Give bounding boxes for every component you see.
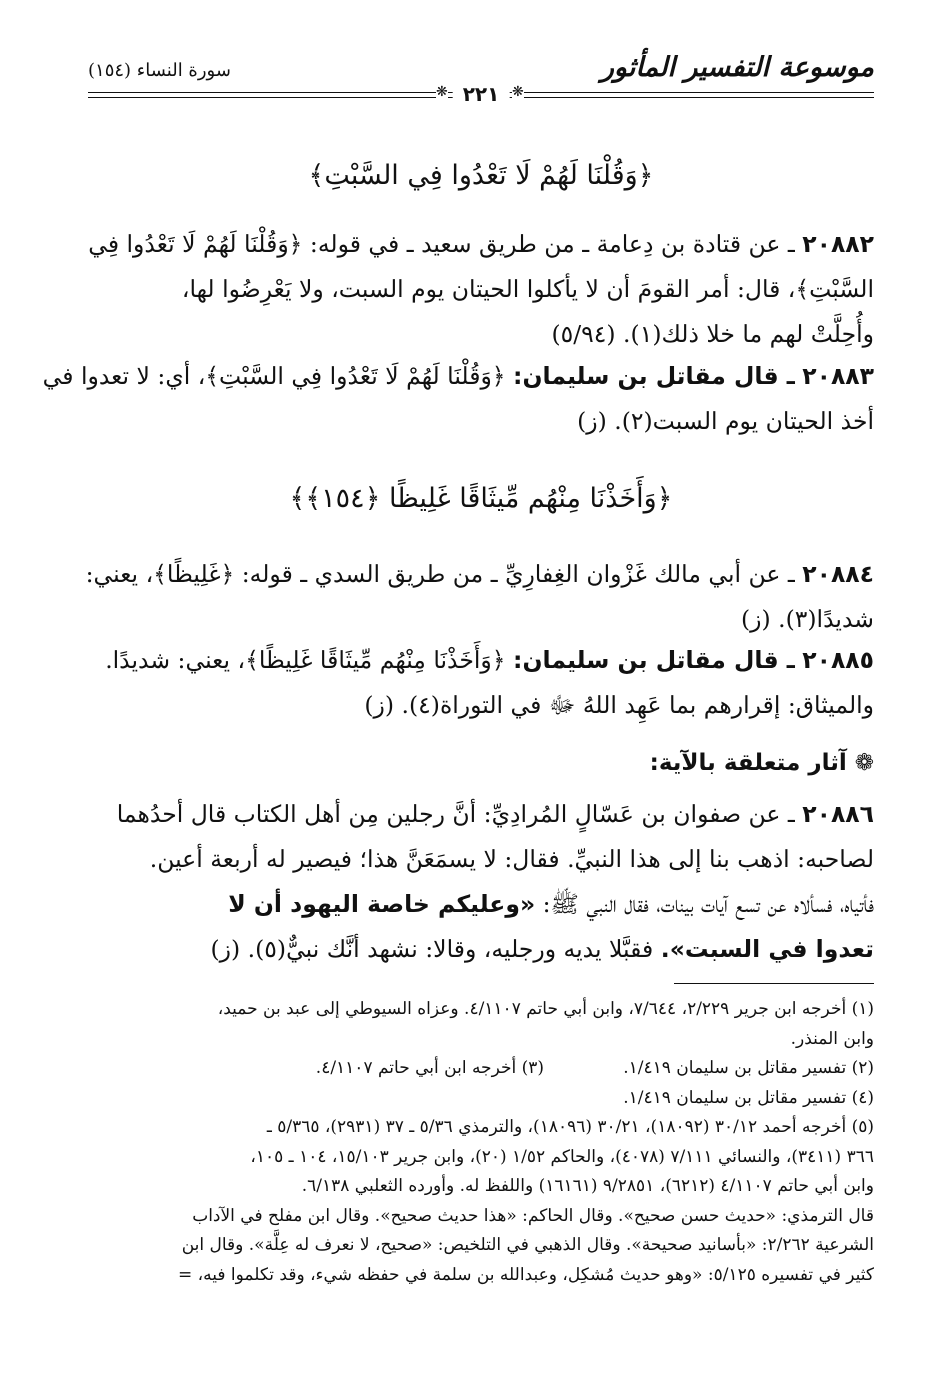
narration-text: ـ عن قتادة بن دِعامة ـ من طريق سعيد ـ في قوله: ﴿وَقُلْنَا لَهُمْ لَا تَعْدُوا فِي (88, 230, 795, 258)
narrator: ـ قال مقاتل بن سليمان: (513, 362, 795, 390)
ornament-left-icon: ❋ (436, 84, 448, 100)
narration-number: ٢٠٨٨٣ (802, 362, 874, 390)
narration-text: ـ عن أبي مالك غَزْوان الغِفارِيِّ ـ من طريق السدي ـ قوله: ﴿غَلِيظًا﴾، يعني: (85, 560, 795, 588)
book-title: موسوعة التفسير المأثور (600, 52, 874, 83)
narration-text: لصاحبه: اذهب بنا إلى هذا النبيِّ. فقال: لا يسمَعَنَّ هذا؛ فيصير له أربعة أعين. (149, 845, 874, 873)
footnotes (80, 995, 874, 1290)
narration-20884 (85, 552, 874, 642)
footnote-5-cont: ٣٦٦ (٣٤١١)، والنسائي ٧/١١١ (٤٠٧٨)، والحاكم ١/٥٢ (٢٠)، وابن جرير ١٥/١٠٣، ١٠٤ ـ ١٠٥، (250, 1146, 874, 1167)
narration-20885 (88, 638, 874, 728)
narration-20883 (42, 354, 874, 444)
narrator: ـ قال مقاتل بن سليمان: (513, 646, 795, 674)
narration-number: ٢٠٨٨٤ (802, 560, 874, 588)
hadith-quote: تعدوا في السبت». (660, 935, 874, 963)
narration-number: ٢٠٨٨٦ (802, 800, 874, 828)
quran-verse-heading: ﴿وَأَخَذْنَا مِنْهُم مِّيثَاقًا غَلِيظًا ﴿١٥٤﴾﴾ (289, 483, 673, 514)
narration-number: ٢٠٨٨٥ (802, 646, 874, 674)
footnote-1-cont: وابن المنذر. (790, 1028, 874, 1049)
narration-text: أخذ الحيتان يوم السبت(٢). (ز) (577, 407, 874, 435)
footnote-1: (١) أخرجه ابن جرير ٢/٢٢٩، ٧/٦٤٤، وابن أبي حاتم ٤/١١٠٧. وعزاه السيوطي إلى عبد بن حميد، (217, 999, 874, 1019)
narration-text: ـ عن صفوان بن عَسّالٍ المُرادِيِّ: أنَّ رجلين مِن أهل الكتاب قال أحدُهما (116, 800, 795, 828)
narration-text: السَّبْتِ﴾، قال: أمر القومَ أن لا يأكلوا الحيتان يوم السبت، ولا يَعْرِضُوا لها، (181, 275, 874, 303)
narration-text: ﴿وَأَخَذْنَا مِنْهُم مِّيثَاقًا غَلِيظًا﴾، يعني: شديدًا. (105, 646, 506, 674)
narration-text: والميثاق: إقرارهم بما عَهِد اللهُ ﷻ في التوراة(٤). (ز) (364, 691, 874, 719)
footnote-4: (٤) تفسير مقاتل بن سليمان ١/٤١٩. (623, 1087, 874, 1108)
narration-text: فقبَّلا يديه ورجليه، وقالا: نشهد أنَّك نبيٌّ(٥). (ز) (210, 935, 654, 963)
narration-text: وأُحِلَّتْ لهم ما خلا ذلك(١). (٥/٩٤) (551, 320, 874, 348)
page-header (88, 48, 874, 106)
footnote-5: (٥) أخرجه أحمد ٣٠/١٢ (١٨٠٩٢)، ٣٠/٢١ (١٨٠٩٦)، والترمذي ٥/٣٦ ـ ٣٧ (٢٩٣١)، ٥/٣٦٥ ـ (266, 1117, 874, 1137)
quran-verse-heading: ﴿وَقُلْنَا لَهُمْ لَا تَعْدُوا فِي السَّبْتِ﴾ (308, 160, 654, 191)
surah-label: سورة النساء (١٥٤) (88, 60, 231, 81)
footnote-2: (٢) تفسير مقاتل بن سليمان ١/٤١٩. (623, 1058, 874, 1078)
narration-text: ﴿وَقُلْنَا لَهُمْ لَا تَعْدُوا فِي السَّبْتِ﴾، أي: لا تعدوا في (42, 362, 506, 390)
footnote-separator (674, 983, 874, 984)
narration-text: شديدًا(٣). (ز) (740, 605, 874, 633)
section-heading: ❁ آثار متعلقة بالآية: (649, 750, 874, 776)
footnote-5-cont: كثير في تفسيره ٥/١٢٥: «وهو حديث مُشكِل، وعبدالله بن سلمة في حفظه شيء، وقد تكلموا فيه، = (178, 1264, 874, 1285)
narration-20882 (88, 222, 874, 357)
footnote-3: (٣) أخرجه ابن أبي حاتم ٤/١١٠٧. (315, 1058, 544, 1078)
hadith-quote: «وعليكم خاصة اليهود أن لا (228, 890, 536, 918)
narration-20886 (88, 792, 874, 972)
ornament-right-icon: ❋ (512, 84, 524, 100)
narration-text: فأتياه، فسألاه عن تسع آيات بينات، فقال النبي ﷺ: (542, 890, 874, 918)
footnote-5-cont: وابن أبي حاتم ٤/١١٠٧ (٦٢١٢)، ٩/٢٨٥١ (١٦١٦١) واللفظ له. وأورده الثعلبي ٦/١٣٨. (301, 1176, 874, 1196)
page-number: ٢٢١ (453, 82, 510, 106)
narration-number: ٢٠٨٨٢ (802, 230, 874, 258)
footnote-5-cont: قال الترمذي: «حديث حسن صحيح». وقال الحاكم: «هذا حديث صحيح». وقال ابن مفلح في الآداب (192, 1205, 874, 1226)
footnote-5-cont: الشرعية ٢/٢٦٢: «بأسانيد صحيحة». وقال الذهبي في التلخيص: «صحيح، لا نعرف له عِلَّة». وقال ابن (181, 1235, 874, 1255)
